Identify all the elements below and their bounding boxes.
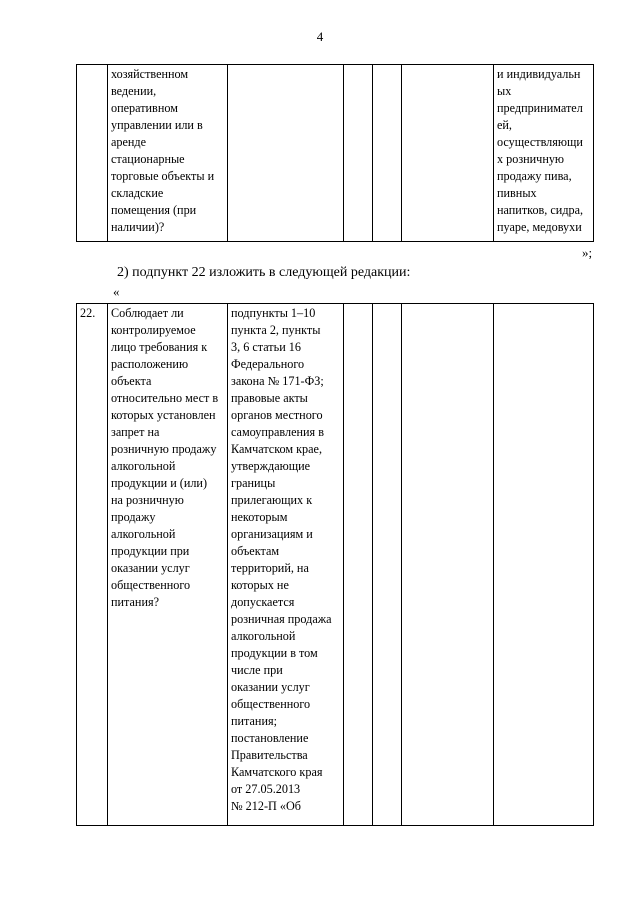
answer-na-cell xyxy=(402,304,494,826)
cell-line: объекта xyxy=(111,374,152,388)
answer-yes-cell xyxy=(344,65,373,242)
answer-no-cell xyxy=(373,304,402,826)
cell-line: закона № 171-ФЗ; xyxy=(231,374,324,388)
cell-line: Правительства xyxy=(231,748,308,762)
cell-line: Камчатского края xyxy=(231,765,323,779)
cell-line: на розничную xyxy=(111,493,184,507)
cell-line: органов местного xyxy=(231,408,323,422)
cell-line: утверждающие xyxy=(231,459,311,473)
cell-line: продажу пива, xyxy=(497,169,572,183)
table-row xyxy=(77,65,594,242)
answer-no-cell xyxy=(373,65,402,242)
cell-line: управлении или в xyxy=(111,118,203,132)
question-cell xyxy=(108,304,228,826)
answer-na-cell xyxy=(402,65,494,242)
reference-cell xyxy=(228,65,344,242)
cell-line: алкогольной xyxy=(111,459,176,473)
cell-line: правовые акты xyxy=(231,391,308,405)
question-cell xyxy=(108,65,228,242)
cell-line: напитков, сидра, xyxy=(497,203,584,217)
cell-line: запрет на xyxy=(111,425,160,439)
item-number: 22. xyxy=(80,306,96,320)
cell-line: общественного xyxy=(231,697,311,711)
cell-line: предпринимател xyxy=(497,101,583,115)
cell-line: организациям и xyxy=(231,527,313,541)
cell-line: продукции в том xyxy=(231,646,318,660)
cell-line: осуществляющи xyxy=(497,135,583,149)
cell-line: помещения (при xyxy=(111,203,197,217)
cell-line: продажу xyxy=(111,510,156,524)
cell-line: ых xyxy=(497,84,512,98)
number-cell xyxy=(77,304,108,826)
opening-quote: « xyxy=(113,284,120,299)
cell-line: Соблюдает ли xyxy=(111,306,184,320)
note-cell xyxy=(494,65,594,242)
cell-line: хозяйственном xyxy=(111,67,189,81)
cell-line: оказании услуг xyxy=(111,561,190,575)
amendment-instruction: 2) подпункт 22 изложить в следующей редакции: xyxy=(117,265,411,280)
cell-line: числе при xyxy=(231,663,283,677)
answer-yes-cell xyxy=(344,304,373,826)
cell-line: аренде xyxy=(111,135,147,149)
cell-line: некоторым xyxy=(231,510,288,524)
cell-line: алкогольной xyxy=(231,629,296,643)
requirements-table-item-22 xyxy=(76,303,594,826)
cell-line: Федерального xyxy=(231,357,305,371)
cell-line: прилегающих к xyxy=(231,493,313,507)
cell-line: х розничную xyxy=(497,152,565,166)
cell-line: которых установлен xyxy=(111,408,216,422)
cell-line: стационарные xyxy=(111,152,185,166)
cell-line: пуаре, медовухи xyxy=(497,220,582,234)
cell-line: лицо требования к xyxy=(111,340,208,354)
cell-line: наличии)? xyxy=(111,220,165,234)
closing-quote: »; xyxy=(582,245,593,260)
cell-line: объектам xyxy=(231,544,280,558)
cell-line: 3, 6 статьи 16 xyxy=(231,340,301,354)
cell-line: от 27.05.2013 xyxy=(231,782,301,796)
cell-line: и индивидуальн xyxy=(497,67,581,81)
cell-line: относительно мест в xyxy=(111,391,219,405)
requirements-table-continued xyxy=(76,64,594,242)
cell-line: допускается xyxy=(231,595,295,609)
cell-line: розничная продажа xyxy=(231,612,332,626)
cell-line: пивных xyxy=(497,186,537,200)
cell-line: общественного xyxy=(111,578,191,592)
cell-line: торговые объекты и xyxy=(111,169,215,183)
question-text xyxy=(111,305,224,611)
cell-line: питания; xyxy=(231,714,277,728)
note-cell xyxy=(494,304,594,826)
page-number: 4 xyxy=(316,29,324,44)
cell-line: территорий, на xyxy=(231,561,309,575)
cell-line: продукции при xyxy=(111,544,190,558)
cell-line: ведении, xyxy=(111,84,157,98)
reference-text xyxy=(231,305,340,815)
cell-line: расположению xyxy=(111,357,189,371)
cell-line: Камчатском крае, xyxy=(231,442,323,456)
cell-line: границы xyxy=(231,476,276,490)
reference-cell xyxy=(228,304,344,826)
question-text xyxy=(111,66,224,236)
cell-line: постановление xyxy=(231,731,309,745)
number-cell xyxy=(77,65,108,242)
cell-line: самоуправления в xyxy=(231,425,324,439)
cell-line: контролируемое xyxy=(111,323,196,337)
cell-line: розничную продажу xyxy=(111,442,217,456)
cell-line: питания? xyxy=(111,595,159,609)
cell-line: складские xyxy=(111,186,164,200)
table-row xyxy=(77,304,594,826)
note-text xyxy=(497,66,590,236)
cell-line: которых не xyxy=(231,578,289,592)
cell-line: пункта 2, пункты xyxy=(231,323,321,337)
cell-line: ей, xyxy=(497,118,512,132)
cell-line: № 212-П «Об xyxy=(231,799,301,813)
cell-line: подпункты 1–10 xyxy=(231,306,316,320)
cell-line: алкогольной xyxy=(111,527,176,541)
cell-line: продукции и (или) xyxy=(111,476,207,490)
cell-line: оперативном xyxy=(111,101,178,115)
cell-line: оказании услуг xyxy=(231,680,310,694)
